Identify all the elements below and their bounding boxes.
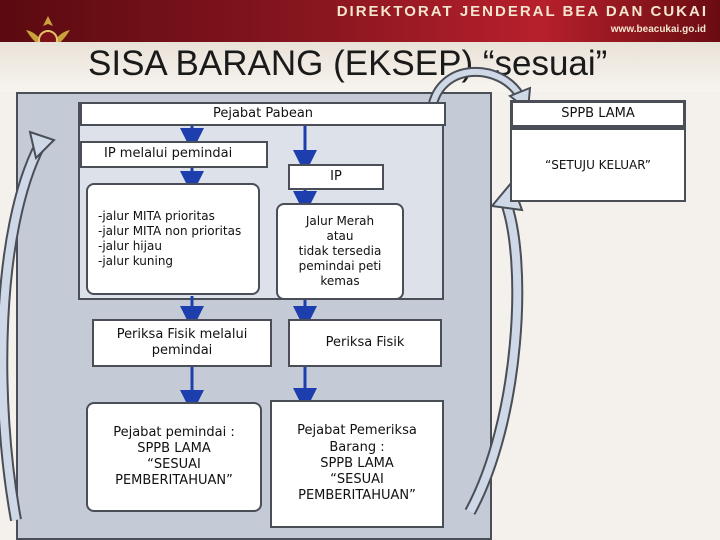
ip-melalui-pemindai-box: IP melalui pemindai [80, 141, 268, 168]
jalur-merah-box: Jalur Merah atau tidak tersedia pemindai peti kemas [276, 203, 404, 300]
jalur-list-box: -jalur MITA prioritas -jalur MITA non prioritas -jalur hijau -jalur kuning [86, 183, 260, 295]
organization-title: DIREKTORAT JENDERAL BEA DAN CUKAI [336, 3, 708, 20]
ip-box: IP [288, 164, 384, 190]
sppb-lama-box: SPPB LAMA [510, 100, 686, 128]
pejabat-pabean-box: Pejabat Pabean [80, 102, 446, 126]
website-url: www.beacukai.go.id [610, 24, 706, 35]
pejabat-pemeriksa-box: Pejabat Pemeriksa Barang : SPPB LAMA “SESUAI PEMBERITAHUAN” [270, 400, 444, 528]
periksa-fisik-pemindai-box: Periksa Fisik melalui pemindai [92, 319, 272, 367]
pejabat-pemindai-box: Pejabat pemindai : SPPB LAMA “SESUAI PEMBERITAHUAN” [86, 402, 262, 512]
setuju-keluar-box: “SETUJU KELUAR” [510, 128, 686, 202]
periksa-fisik-box: Periksa Fisik [288, 319, 442, 367]
slide-title: SISA BARANG (EKSEP) “sesuai” [88, 44, 608, 83]
